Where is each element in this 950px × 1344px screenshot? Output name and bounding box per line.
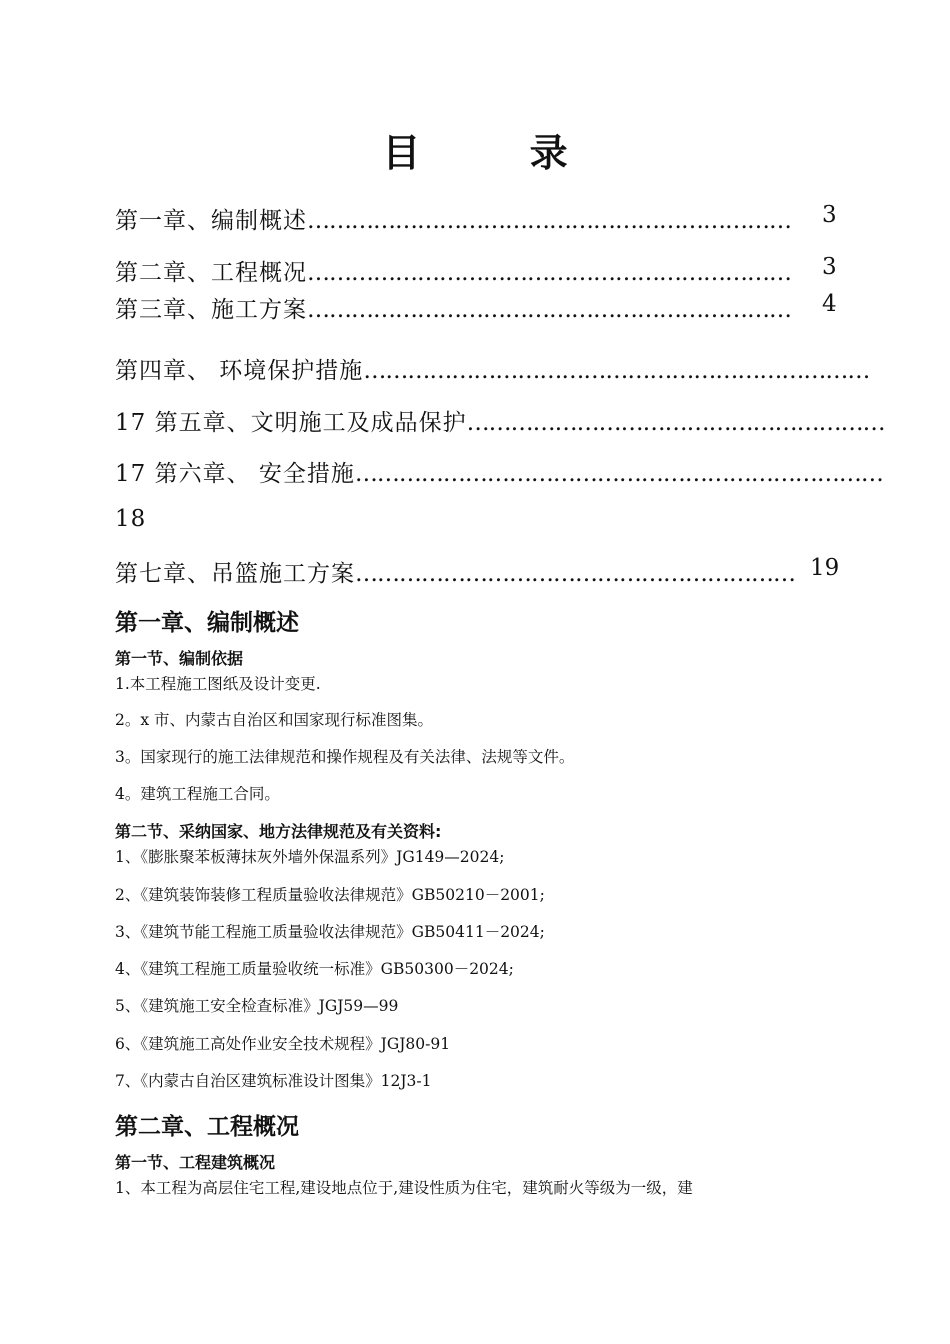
toc-leader-dots: ………………………………………………………………	[354, 461, 883, 487]
paragraph: 4。建筑工程施工合同。	[115, 785, 280, 803]
toc-leader-dots: ……………………………………………………………	[363, 358, 870, 384]
chapter-heading: 第二章、工程概况	[115, 1114, 299, 1140]
toc-entry-text: 第三章、施工方案	[115, 297, 307, 323]
paragraph: 1.本工程施工图纸及设计变更.	[115, 675, 321, 693]
list-item: 6、《建筑施工高处作业安全技术规程》JGJ80-91	[115, 1035, 451, 1053]
list-item: 2、《建筑装饰装修工程质量验收法律规范》GB50210－2001;	[115, 886, 545, 904]
toc-entry	[115, 352, 869, 385]
toc-entry-text: 18	[115, 506, 147, 532]
toc-leader-dots: …………………………………………………………	[307, 208, 791, 234]
list-item: 5、《建筑施工安全检查标准》JGJ59—99	[115, 997, 399, 1015]
list-item: 1、《膨胀聚苯板薄抹灰外墙外保温系列》JG149—2024;	[115, 848, 505, 866]
section-heading: 第二节、采纳国家、地方法律规范及有关资料:	[115, 822, 442, 841]
list-item: 3、《建筑节能工程施工质量验收法律规范》GB50411－2024;	[115, 923, 545, 941]
toc-page-number: 19	[810, 555, 840, 581]
toc-page-number: 3	[822, 254, 837, 280]
toc-leader-dots: …………………………………………………	[466, 410, 885, 436]
paragraph: 2。x 市、内蒙古自治区和国家现行标准图集。	[115, 711, 434, 729]
toc-entry-text: 17 第六章、 安全措施	[115, 461, 355, 487]
paragraph: 3。国家现行的施工法律规范和操作规程及有关法律、法规等文件。	[115, 748, 575, 766]
toc-entry	[115, 506, 146, 532]
paragraph: 1、本工程为高层住宅工程,建设地点位于,建设性质为住宅，建筑耐火等级为一级，建	[115, 1179, 693, 1197]
toc-leader-dots: …………………………………………………………	[307, 297, 791, 323]
toc-entry-text: 第七章、吊篮施工方案	[115, 561, 355, 587]
section-heading: 第一节、工程建筑概况	[115, 1153, 276, 1172]
list-item: 7、《内蒙古自治区建筑标准设计图集》12J3-1	[115, 1072, 432, 1090]
toc-page-number: 3	[822, 202, 837, 228]
chapter-heading: 第一章、编制概述	[115, 610, 299, 636]
section-heading: 第一节、编制依据	[115, 649, 244, 668]
toc-entry	[115, 202, 791, 235]
list-item: 4、《建筑工程施工质量验收统一标准》GB50300－2024;	[115, 960, 514, 978]
toc-title: 目 录	[382, 131, 616, 175]
toc-entry-text: 第四章、 环境保护措施	[115, 358, 364, 384]
toc-entry	[115, 291, 791, 324]
toc-entry	[115, 404, 885, 437]
toc-leader-dots: …………………………………………………………	[307, 260, 791, 286]
toc-entry-text: 第二章、工程概况	[115, 260, 307, 286]
toc-entry	[115, 254, 791, 287]
toc-entry-text: 第一章、编制概述	[115, 208, 307, 234]
toc-entry	[115, 555, 795, 588]
toc-entry-text: 17 第五章、文明施工及成品保护	[115, 410, 467, 436]
toc-leader-dots: ……………………………………………………	[355, 561, 795, 587]
toc-page-number: 4	[822, 291, 837, 317]
toc-entry	[115, 455, 883, 488]
